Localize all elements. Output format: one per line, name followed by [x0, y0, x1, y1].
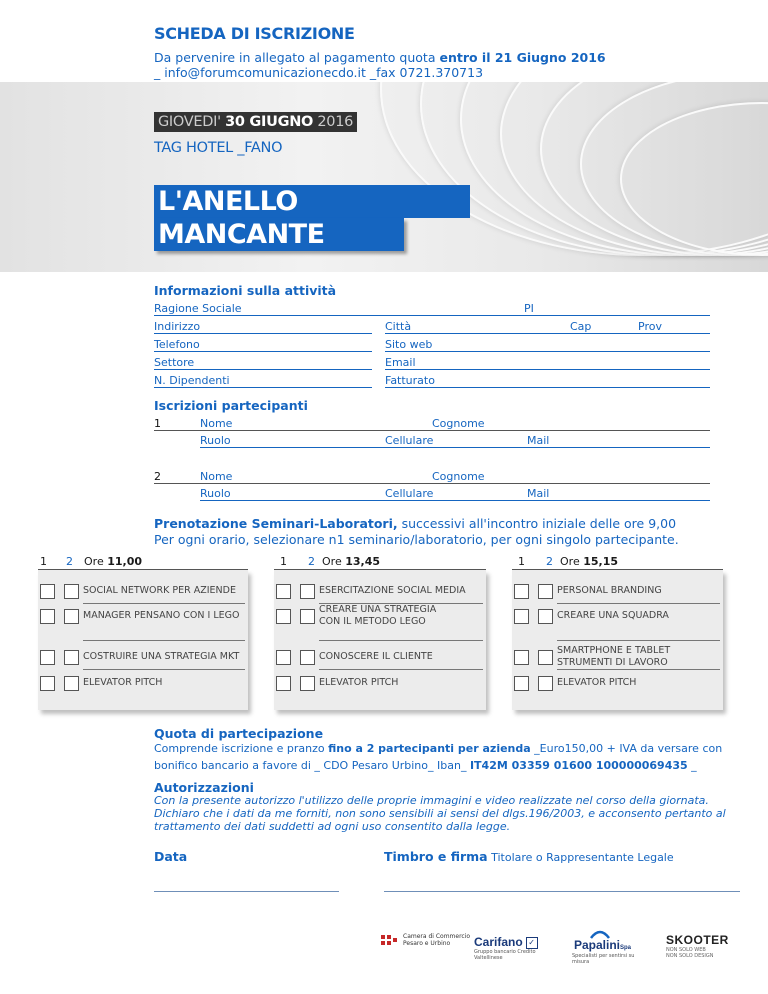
option-divider — [319, 669, 483, 670]
skooter-text: SKOOTER — [666, 933, 729, 947]
field-nome-cognome-2[interactable] — [154, 483, 710, 484]
label-cellulare-1: Cellulare — [385, 434, 434, 447]
checkbox-participant-1[interactable] — [276, 650, 291, 665]
autorizzazioni-heading: Autorizzazioni — [154, 780, 254, 795]
col-number-1: 1 — [518, 555, 525, 568]
seminari-instructions: Per ogni orario, selezionare n1 seminario/laboratorio, per ogni singolo partecipante. — [154, 532, 679, 547]
partecipanti-heading: Iscrizioni partecipanti — [154, 398, 308, 413]
info-heading: Informazioni sulla attività — [154, 283, 337, 298]
seminar-option-label: PERSONAL BRANDING — [557, 585, 662, 596]
check-icon: ✓ — [526, 937, 538, 949]
option-divider — [83, 669, 245, 670]
checkbox-participant-2[interactable] — [300, 609, 315, 624]
label-sito: Sito web — [385, 338, 433, 351]
quota-heading: Quota di partecipazione — [154, 726, 324, 741]
label-ruolo-2: Ruolo — [200, 487, 231, 500]
label-nome-2: Nome — [200, 470, 233, 483]
autorizzazioni-text: Con la presente autorizzo l'utilizzo delle proprie immagini e video realizzate nel corso della giornata. Dichiaro che i dati da me forniti, non sono sensibili ai sensi del dlgs.196/2003, e acconsento pertanto al trattamento dei dati suddetti ad ogni uso consentito dalla legge. — [154, 794, 726, 833]
option-divider — [557, 669, 720, 670]
camera-commercio-icon — [381, 935, 399, 949]
seminar-option-label: CREARE UNA STRATEGIA CON IL METODO LEGO — [319, 604, 437, 627]
checkbox-participant-1[interactable] — [40, 676, 55, 691]
label-dipendenti: N. Dipendenti — [154, 374, 230, 387]
label-mail-2: Mail — [527, 487, 550, 500]
firma-field[interactable] — [384, 891, 740, 892]
carifano-text: Carifano — [474, 935, 523, 949]
field-settore[interactable] — [154, 369, 372, 370]
seminar-option-label: COSTRUIRE UNA STRATEGIA MKT — [83, 651, 240, 662]
seminar-column-header — [38, 555, 248, 570]
field-dipendenti[interactable] — [154, 387, 372, 388]
col-time: Ore 15,15 — [560, 555, 618, 568]
checkbox-participant-2[interactable] — [64, 650, 79, 665]
participant-number-2: 2 — [154, 470, 161, 483]
col-number-2: 2 — [308, 555, 315, 568]
label-ragione-sociale: Ragione Sociale — [154, 302, 242, 315]
field-ruolo-2[interactable] — [200, 500, 710, 501]
checkbox-participant-1[interactable] — [514, 609, 529, 624]
papalini-sub: Specialisti per sentirsi su misura — [572, 953, 635, 965]
option-divider — [557, 603, 720, 604]
skooter-sub1: NON SOLO WEB — [666, 947, 706, 953]
checkbox-participant-1[interactable] — [40, 609, 55, 624]
field-indirizzo[interactable] — [154, 333, 372, 334]
checkbox-participant-2[interactable] — [538, 609, 553, 624]
label-telefono: Telefono — [154, 338, 200, 351]
label-ruolo-1: Ruolo — [200, 434, 231, 447]
col-number-2: 2 — [66, 555, 73, 568]
camera-line1: Camera di Commercio — [403, 933, 471, 940]
timbro-label: Timbro e firma Titolare o Rappresentante Legale — [384, 849, 674, 864]
checkbox-participant-1[interactable] — [276, 609, 291, 624]
skooter-sub2: NON SOLO DESIGN — [666, 953, 714, 959]
label-prov: Prov — [638, 320, 662, 333]
col-number-2: 2 — [546, 555, 553, 568]
seminar-option-label: CONOSCERE IL CLIENTE — [319, 651, 433, 662]
checkbox-participant-1[interactable] — [276, 584, 291, 599]
seminari-heading: Prenotazione Seminari-Laboratori, successivi all'incontro iniziale delle ore 9,00 — [154, 516, 677, 531]
seminar-option-label: ELEVATOR PITCH — [319, 677, 399, 688]
checkbox-participant-1[interactable] — [40, 584, 55, 599]
seminar-column-header — [512, 555, 723, 570]
seminar-option-label: SOCIAL NETWORK PER AZIENDE — [83, 585, 236, 596]
label-mail-1: Mail — [527, 434, 550, 447]
label-cap: Cap — [570, 320, 592, 333]
quota-text: Comprende iscrizione e pranzo fino a 2 partecipanti per azienda _Euro150,00 + IVA da versare con bonifico bancario a favore di _ CDO Pesaro Urbino_ Iban_ IT42M 03359 01600 100000069435 _ — [154, 742, 723, 772]
papalini-spa: Spa — [620, 945, 632, 951]
checkbox-participant-1[interactable] — [40, 650, 55, 665]
checkbox-participant-1[interactable] — [276, 676, 291, 691]
label-cellulare-2: Cellulare — [385, 487, 434, 500]
data-label: Data — [154, 849, 188, 864]
field-email[interactable] — [385, 369, 710, 370]
option-divider — [319, 640, 483, 641]
field-telefono[interactable] — [154, 351, 372, 352]
option-divider — [83, 603, 245, 604]
data-field[interactable] — [154, 891, 339, 892]
checkbox-participant-1[interactable] — [514, 676, 529, 691]
participant-number-1: 1 — [154, 417, 161, 430]
field-sito[interactable] — [385, 351, 710, 352]
col-time: Ore 13,45 — [322, 555, 380, 568]
label-cognome-2: Cognome — [432, 470, 485, 483]
checkbox-participant-2[interactable] — [64, 584, 79, 599]
checkbox-participant-2[interactable] — [538, 676, 553, 691]
col-time: Ore 11,00 — [84, 555, 142, 568]
label-settore: Settore — [154, 356, 195, 369]
form-title: SCHEDA DI ISCRIZIONE — [154, 24, 355, 43]
checkbox-participant-2[interactable] — [538, 584, 553, 599]
col-number-1: 1 — [40, 555, 47, 568]
col-number-1: 1 — [280, 555, 287, 568]
logo-carifano — [474, 935, 564, 961]
contact-line: _ info@forumcomunicazionecdo.it _fax 0721.370713 — [154, 65, 484, 80]
label-nome-1: Nome — [200, 417, 233, 430]
checkbox-participant-2[interactable] — [64, 676, 79, 691]
event-location: TAG HOTEL _FANO — [154, 140, 283, 156]
seminar-option-label: ELEVATOR PITCH — [83, 677, 163, 688]
field-nome-cognome-1[interactable] — [154, 430, 710, 431]
seminar-column-header — [274, 555, 486, 570]
field-fatturato[interactable] — [385, 387, 710, 388]
seminar-option-label: ELEVATOR PITCH — [557, 677, 637, 688]
checkbox-participant-1[interactable] — [514, 584, 529, 599]
seminar-option-label: SMARTPHONE E TABLET STRUMENTI DI LAVORO — [557, 645, 671, 668]
option-divider — [557, 640, 720, 641]
checkbox-participant-2[interactable] — [300, 650, 315, 665]
label-pi: PI — [524, 302, 534, 315]
event-date: GIOVEDI' 30 GIUGNO 2016 — [154, 112, 357, 132]
checkbox-participant-2[interactable] — [300, 584, 315, 599]
label-cognome-1: Cognome — [432, 417, 485, 430]
deadline-line: Da pervenire in allegato al pagamento quota entro il 21 Giugno 2016 — [154, 50, 606, 65]
papalini-text: Papalini — [574, 938, 621, 952]
camera-line2: Pesaro e Urbino — [403, 940, 451, 947]
field-ragione-sociale[interactable] — [154, 315, 710, 316]
seminar-option-label: ESERCITAZIONE SOCIAL MEDIA — [319, 585, 466, 596]
carifano-sub: Gruppo bancario Credito Valtellinese — [474, 949, 536, 961]
event-title-line1: L'ANELLO — [154, 185, 470, 218]
checkbox-participant-2[interactable] — [300, 676, 315, 691]
event-title-line2: MANCANTE — [154, 218, 404, 251]
label-citta: Città — [385, 320, 412, 333]
checkbox-participant-2[interactable] — [64, 609, 79, 624]
seminar-option-label: MANAGER PENSANO CON I LEGO — [83, 610, 240, 621]
label-fatturato: Fatturato — [385, 374, 435, 387]
seminar-option-label: CREARE UNA SQUADRA — [557, 610, 669, 621]
option-divider — [83, 640, 245, 641]
label-indirizzo: Indirizzo — [154, 320, 201, 333]
label-email: Email — [385, 356, 416, 369]
checkbox-participant-2[interactable] — [538, 650, 553, 665]
field-citta[interactable] — [385, 333, 710, 334]
logo-skooter — [666, 933, 736, 959]
field-ruolo-1[interactable] — [200, 447, 710, 448]
checkbox-participant-1[interactable] — [514, 650, 529, 665]
